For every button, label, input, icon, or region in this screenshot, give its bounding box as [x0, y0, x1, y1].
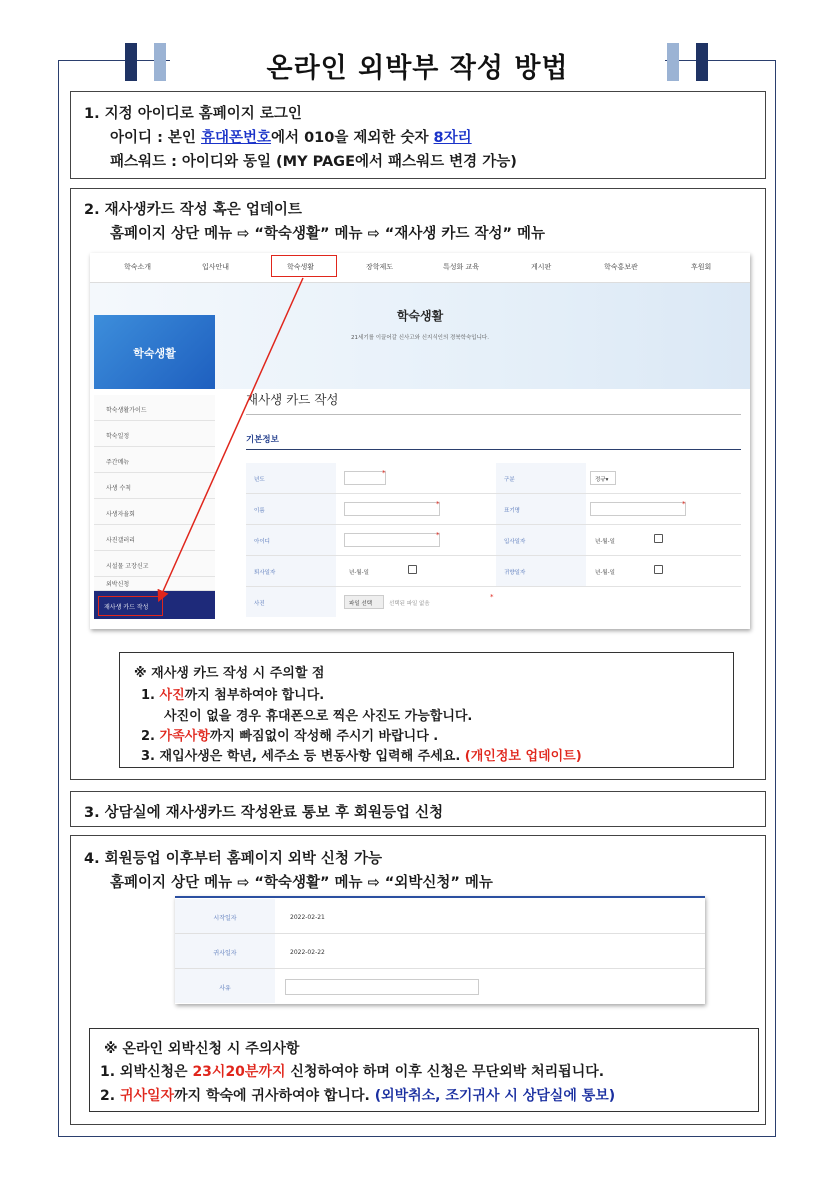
- sidebar-item[interactable]: 주간메뉴: [94, 447, 215, 473]
- field-label: 구분: [496, 463, 586, 493]
- file-select-button[interactable]: 파일 선택: [344, 595, 384, 609]
- outing-notice-box: [89, 1028, 759, 1112]
- notice-highlight: (개인정보 업데이트): [464, 749, 582, 764]
- hero-title: 학숙생활: [396, 309, 444, 323]
- hero-subtitle: 21세기를 이끌어갈 신사고와 신지식인의 경북학숙입니다.: [351, 335, 489, 341]
- nav-item[interactable]: 게시판: [531, 263, 552, 271]
- notice-item: [100, 1085, 615, 1105]
- notice-text: 까지 빠짐없이 작성해 주시기 바랍니다 .: [209, 729, 439, 744]
- id-prefix: 아이디 : 본인: [110, 130, 201, 146]
- nav-item[interactable]: 후원회: [691, 263, 712, 271]
- notice-highlight: 가족사항: [159, 729, 210, 744]
- sidebar-item[interactable]: 외박신청: [94, 577, 215, 591]
- divider: [175, 896, 705, 898]
- outing-row: [175, 899, 705, 934]
- sidebar-active-label: 재사생 카드 작성: [104, 604, 149, 611]
- required-mark: *: [436, 531, 440, 539]
- notice-navy-text: (외박취소, 조기귀사 시 상담실에 통보): [374, 1088, 616, 1104]
- field-label: 년도: [246, 463, 336, 493]
- field-label: 퇴사일자: [246, 556, 336, 586]
- category-select[interactable]: 정규▾: [590, 471, 616, 485]
- field-label: 귀향일자: [496, 556, 586, 586]
- notice-highlight: 23시20분까지: [192, 1064, 286, 1080]
- sidebar-item[interactable]: 사생 수칙: [94, 473, 215, 499]
- step2-path: 홈페이지 상단 메뉴 ⇨ “학숙생활” 메뉴 ⇨ “재사생 카드 작성” 메뉴: [110, 226, 546, 242]
- step1-heading: 1. 지정 아이디로 홈페이지 로그인: [84, 106, 302, 122]
- nav-item[interactable]: 장학제도: [366, 263, 394, 271]
- notice-item: [141, 725, 438, 744]
- nav-item[interactable]: 입사안내: [202, 263, 230, 271]
- nav-item[interactable]: 특성화 교육: [443, 263, 480, 271]
- entry-date-input[interactable]: 년-월-일: [590, 533, 666, 547]
- notice-text: 3. 재입사생은 학년, 세주소 등 변동사항 입력해 주세요.: [141, 749, 465, 764]
- page-title: 온라인 외박부 작성 방법: [266, 53, 569, 84]
- notice-item-number: 2.: [100, 1088, 120, 1104]
- id-digits-highlight: 8자리: [433, 130, 472, 146]
- notice-item: [141, 684, 324, 703]
- id-phone-highlight: 휴대폰번호: [200, 130, 272, 146]
- field-label: 표기명: [496, 494, 586, 524]
- outing-row: [175, 969, 705, 1004]
- step2-heading: 2. 재사생카드 작성 혹은 업데이트: [84, 202, 302, 218]
- start-date-input[interactable]: 2022-02-21: [285, 909, 349, 925]
- step4-heading: 4. 회원등업 이후부터 홈페이지 외박 신청 가능: [84, 851, 383, 867]
- nav-item-highlighted[interactable]: 학숙생활: [287, 263, 315, 271]
- step4-path: 홈페이지 상단 메뉴 ⇨ “학숙생활” 메뉴 ⇨ “외박신청” 메뉴: [110, 875, 493, 891]
- field-label: 시작일자: [175, 899, 275, 933]
- notice-highlight: 귀사일자: [119, 1088, 175, 1104]
- sidebar-item[interactable]: 학숙일정: [94, 421, 215, 447]
- outing-row: [175, 934, 705, 969]
- field-label: 사유: [175, 969, 275, 1003]
- notice-item: [141, 745, 582, 764]
- step1-password-line: 패스워드 : 아이디와 동일 (MY PAGE에서 패스워드 변경 가능): [110, 154, 517, 170]
- field-label: 입사일자: [496, 525, 586, 555]
- sidebar-item[interactable]: 시설물 고장신고: [94, 551, 215, 577]
- notice-subitem: 사진이 없을 경우 휴대폰으로 찍은 사진도 가능합니다.: [164, 709, 473, 724]
- file-status: 선택된 파일 없음: [384, 595, 494, 609]
- notice-text: 까지 첨부하여야 합니다.: [184, 688, 325, 703]
- field-label: 귀사일자: [175, 934, 275, 968]
- return-date-input[interactable]: 2022-02-22: [285, 944, 349, 960]
- category-value: 정규: [595, 477, 606, 483]
- required-mark: *: [436, 500, 440, 508]
- sidebar-item[interactable]: 사생자율회: [94, 499, 215, 525]
- required-mark: *: [382, 469, 386, 477]
- field-label: 이름: [246, 494, 336, 524]
- field-label: 아이디: [246, 525, 336, 555]
- step3-box: [70, 791, 766, 827]
- notice-item-number: 2.: [141, 729, 160, 744]
- return-date-input[interactable]: 년-월-일: [590, 564, 666, 578]
- outing-screenshot: [175, 896, 705, 1004]
- notice-title: ※ 재사생 카드 작성 시 주의할 점: [134, 666, 325, 681]
- reason-input[interactable]: [285, 979, 479, 995]
- sidebar-item[interactable]: 학숙생활가이드: [94, 395, 215, 421]
- section-title: 기본정보: [246, 435, 279, 445]
- step3-heading: 3. 상담실에 재사생카드 작성완료 통보 후 회원등업 신청: [84, 805, 444, 821]
- sidebar-header: 학숙생활: [94, 315, 215, 389]
- sidebar-item[interactable]: 사진갤러리: [94, 525, 215, 551]
- notice-title: ※ 온라인 외박신청 시 주의사항: [104, 1041, 300, 1057]
- notice-text: 신청하여야 하며 이후 신청은 무단외박 처리됩니다.: [285, 1064, 605, 1080]
- nav-item[interactable]: 학숙홍보관: [604, 263, 638, 271]
- required-mark: *: [682, 500, 686, 508]
- card-title: 재사생 카드 작성: [246, 392, 339, 407]
- id-mid: 에서 010을 제외한 숫자: [271, 130, 434, 146]
- notice-text: 1. 외박신청은: [100, 1064, 193, 1080]
- notice-text: 까지 학숙에 귀사하여야 합니다.: [174, 1088, 375, 1104]
- notice-highlight: 사진: [159, 688, 185, 703]
- card-notice-box: [119, 652, 734, 768]
- notice-item: [100, 1061, 604, 1081]
- required-mark: *: [490, 593, 494, 601]
- nav-item[interactable]: 학숙소개: [124, 263, 152, 271]
- leave-date-input[interactable]: 년-월-일: [344, 564, 420, 578]
- notice-item-number: 1.: [141, 688, 160, 703]
- field-label: 사진: [246, 587, 336, 617]
